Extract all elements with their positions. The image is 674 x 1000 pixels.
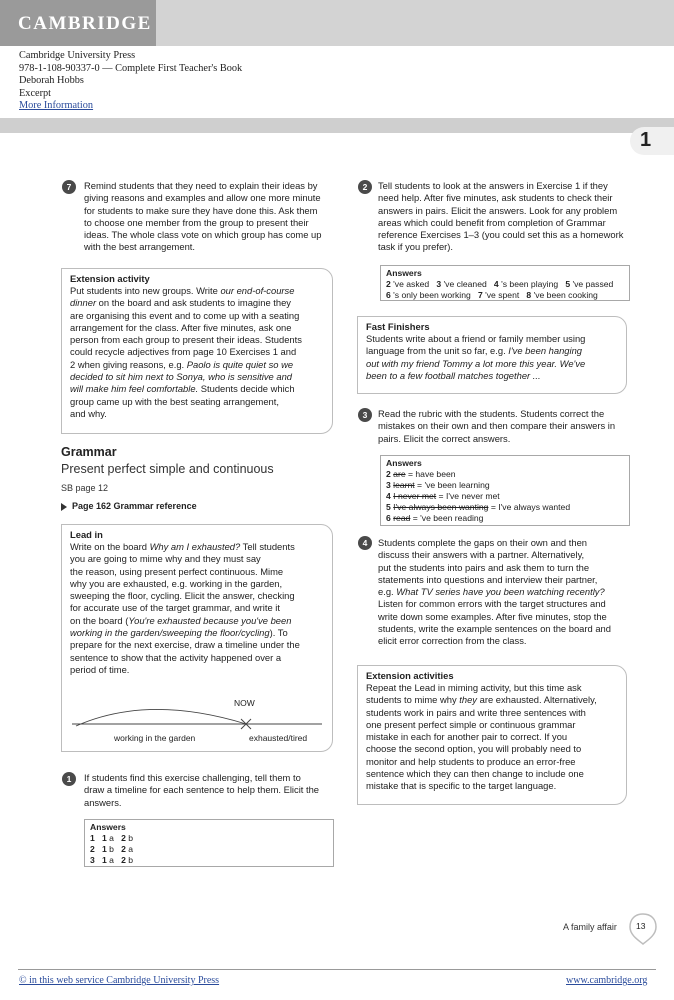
- timeline-now-label: NOW: [234, 698, 255, 708]
- answers-2-rows: 2 've asked 3 've cleaned 4 's been playing 5 've passed 6 's only been working 7 've spent 8 've been cooking: [386, 279, 614, 300]
- grammar-subheading: Present perfect simple and continuous: [61, 462, 274, 476]
- timeline-left-label: working in the garden: [114, 733, 196, 743]
- answers-3-box: [380, 455, 630, 526]
- extension-activities-text: Repeat the Lead in miming activity, but this time ask students to mime why they are exhausted. Alternatively, students work in pairs and write three sentences with one present perfect simple or continuous grammar mistake in each for another pair to correct. If you choose the second option, you will probably need to monitor and help students to produce an error-free sentence which they can then change to include one mistake that is specific to the target language.: [366, 682, 597, 792]
- answers-1-rows: 1 1 a 2 b 2 1 b 2 a 3 1 a 2 b: [90, 833, 134, 865]
- unit-title: A family affair: [563, 922, 617, 932]
- triangle-right-icon: [61, 503, 67, 511]
- cambridge-logo: CAMBRIDGE: [18, 13, 152, 34]
- isbn-title: 978-1-108-90337-0 — Complete First Teacher's Book: [19, 62, 243, 74]
- extension-activity-box: [61, 268, 333, 434]
- item-1-text: If students find this exercise challenging, tell them to draw a timeline for each sentence to help them. Elicit the answers.: [84, 772, 320, 808]
- answers-2-title: Answers: [386, 268, 422, 278]
- more-information-link[interactable]: More Information: [19, 100, 94, 111]
- grammar-reference-label: Page 162 Grammar reference: [72, 501, 197, 511]
- copyright-link[interactable]: © in this web service Cambridge University Press: [19, 975, 220, 986]
- publisher: Cambridge University Press: [19, 50, 136, 61]
- excerpt-label: Excerpt: [19, 87, 52, 99]
- fast-finishers-box: [357, 316, 627, 394]
- answers-2-box: [380, 265, 630, 301]
- answers-3-title: Answers: [386, 458, 422, 468]
- page-number: 13: [636, 921, 646, 931]
- timeline-arc: [76, 709, 246, 726]
- lead-in-text: Write on the board Why am I exhausted? Tell students you are going to mime why and they must say the reason, using present perfect continuous. Mime why you are exhausted, e.g. working in the garden, sweeping the floor, cycling. Elicit the answer, checking for accurate use of the target grammar, and write it on the board (You're exhausted because you've been working in the garden/sweeping the floor/cycling). To prepare for the next exercise, draw a timeline under the sentence to show that the activity happened over a period of time.: [70, 541, 300, 675]
- item-3-text: Read the rubric with the students. Students correct the mistakes on their own and then compare their answers in pairs. Elicit the correct answers.: [378, 408, 616, 444]
- section-band: [0, 118, 674, 133]
- website-link[interactable]: www.cambridge.org: [566, 975, 648, 986]
- item-3-number: 3: [358, 408, 372, 422]
- item-4-text: Students complete the gaps on their own and then discuss their answers with a partner. Alternatively, put the students into pairs and ask them to turn the statements into questions and interview their partner, e.g. What TV series have you been watching recently? Listen for common errors with the target structures and write down some examples. After five minutes, stop the students, write the example sentences on the board and elicit error correction from the class.: [378, 537, 611, 647]
- lead-in-title: Lead in: [70, 529, 103, 540]
- chapter-number: 1: [640, 129, 652, 151]
- item-7-number: 7: [62, 180, 76, 194]
- item-7-text: Remind students that they need to explain their ideas by giving reasons and examples and allow one more minute for students to make sure they have done this. Ask them to choose one member from the group to present their ideas. The whole class vote on which group has come up with the best arrangement.: [84, 180, 322, 253]
- extension-activities-box: [357, 665, 627, 805]
- timeline-right-label: exhausted/tired: [249, 733, 308, 743]
- author: Deborah Hobbs: [19, 75, 84, 86]
- item-2-text: Tell students to look at the answers in Exercise 1 if they need help. After five minutes, ask students to check their answers in pairs. Elicit the answers. Look for any problem areas which could benefit from completion of Grammar reference Exercises 1–3 (you could set this as a homework task if you prefer).: [378, 180, 624, 253]
- fast-finishers-text: Students write about a friend or family member using language from the unit so far, e.g. I've been hanging out with my friend Tommy a lot more this year. We've been to a few football matches together ...: [366, 333, 586, 381]
- answers-1-box: [84, 819, 334, 867]
- grammar-reference-link[interactable]: [61, 501, 197, 511]
- extension-activity-text: Put students into new groups. Write our end-of-course dinner on the board and ask students to imagine they are organising this event and to come up with a seating arrangement for the class. After five minutes, ask one person from each group to present their ideas. Students could recycle adjectives from page 10 Exercises 1 and 2 when giving reasons, e.g. Paolo is quite quiet so we decided to sit him next to Sonya, who is sensitive and will make him feel comfortable. Students decide which group came up with the best seating arrangement, and why.: [70, 285, 302, 419]
- item-1-number: 1: [62, 772, 76, 786]
- answers-1-title: Answers: [90, 822, 126, 832]
- footer-rule: [18, 969, 656, 970]
- fast-finishers-title: Fast Finishers: [366, 321, 430, 332]
- answers-3-rows: 2 are = have been 3 learnt = 've been learning 4 I never met = I've never met 5 I've always been wanting = I've always wanted 6 read = 've been reading: [386, 469, 571, 523]
- extension-activity-title: Extension activity: [70, 273, 150, 284]
- item-4-number: 4: [358, 536, 372, 550]
- grammar-heading: Grammar: [61, 445, 117, 459]
- sb-page-reference: SB page 12: [61, 483, 109, 493]
- item-2-number: 2: [358, 180, 372, 194]
- chapter-tab: [630, 127, 674, 155]
- extension-activities-title: Extension activities: [366, 670, 454, 681]
- book-metadata: [19, 50, 242, 113]
